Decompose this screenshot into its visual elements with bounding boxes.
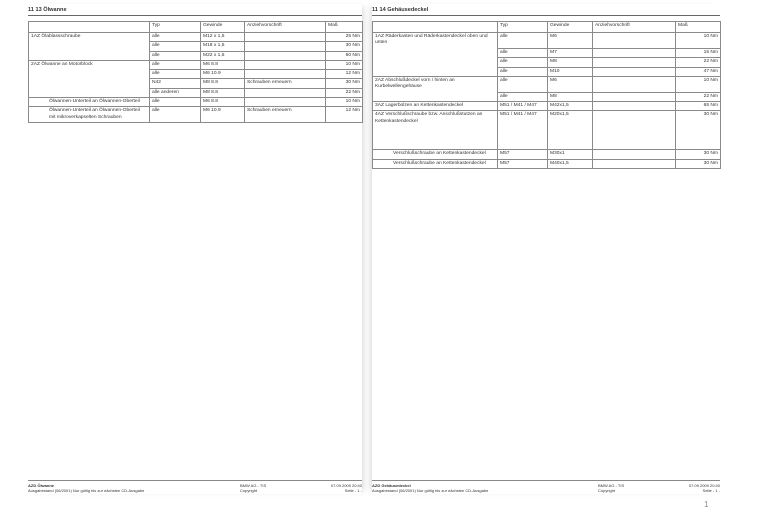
table-cell: M18 x 1,5 — [201, 42, 245, 51]
table-cell — [593, 159, 676, 168]
table-cell — [593, 111, 676, 150]
table-cell: 10 Nm — [326, 60, 363, 69]
table-cell: M10 — [548, 67, 593, 76]
footer-doc-title: AZD Gehäusedeckel — [372, 482, 411, 488]
page-footer — [28, 480, 362, 493]
page-title: 11 14 Gehäusedeckel — [372, 7, 429, 13]
footer-date: 07.09.2009 20:40 — [688, 482, 720, 488]
table-cell: M6 10.9 — [201, 70, 245, 79]
footer-date: 07.09.2009 20:40 — [330, 482, 362, 488]
table-row — [373, 33, 721, 49]
table-cell — [245, 51, 326, 60]
table-cell: alle — [498, 49, 548, 58]
footer-page: Seite - 1 - — [702, 487, 720, 493]
table-cell — [245, 88, 326, 97]
column-header: Gewinde — [548, 22, 593, 33]
table-row — [373, 76, 721, 92]
table-row — [29, 60, 363, 69]
table-cell: N42 — [150, 79, 201, 88]
table-cell — [245, 42, 326, 51]
table-cell: M8 — [548, 92, 593, 101]
table-cell — [245, 70, 326, 79]
table-cell: 2AZ Abschlußdeckel vorn / hinten an Kurbelwellengehäuse — [373, 76, 498, 101]
column-header — [373, 22, 498, 33]
table-cell: 1AZ Ölablassschraube — [29, 33, 150, 61]
table-cell: 22 Nm — [326, 88, 363, 97]
footer-rule — [372, 480, 720, 481]
table-cell: alle — [150, 51, 201, 60]
table-cell: M22 x 1,5 — [201, 51, 245, 60]
table-cell: 30 Nm — [676, 159, 721, 168]
table-cell: Schrauben erneuern — [245, 79, 326, 88]
table-cell: alle — [498, 67, 548, 76]
table-cell: alle — [150, 42, 201, 51]
table-cell — [245, 98, 326, 107]
table-cell: 3AZ Lagerbolzen an Kettenkastendeckel — [373, 102, 498, 111]
table-cell — [593, 67, 676, 76]
title-rule — [372, 15, 720, 16]
footer-issue: Ausgabestand (06/2001) Nur gültig bis zur nächsten CD-Ausgabe — [28, 487, 145, 493]
table-header-row — [29, 22, 363, 33]
table-cell: 4AZ Verschlußschraube bzw. Anschlußstutzen an Kettenkastendeckel — [373, 111, 498, 150]
page-number: 1 — [704, 500, 709, 509]
table-cell: 25 Nm — [326, 33, 363, 42]
table-cell: 2AZ Ölwanne an Motorblock — [29, 60, 150, 97]
page-title: 11 13 Ölwanne — [28, 7, 67, 13]
table-cell — [593, 92, 676, 101]
table-cell: 12 Nm — [326, 70, 363, 79]
table-cell: Verschlußschraube an Kettenkastendeckel — [373, 150, 498, 159]
table-cell: M8 8.8 — [201, 79, 245, 88]
table-cell: 30 Nm — [676, 111, 721, 150]
table-cell: alle — [150, 70, 201, 79]
table-cell: M7 — [548, 49, 593, 58]
table-cell: M20x1,5 — [548, 111, 593, 150]
footer-rule — [28, 480, 362, 481]
footer-org: BMW AG - TIS — [240, 482, 267, 488]
footer-page: Seite - 1 - — [344, 487, 362, 493]
table-cell: alle — [498, 76, 548, 92]
table-cell: 22 Nm — [676, 92, 721, 101]
table-cell: M6 10.9 — [201, 107, 245, 123]
table-cell: M8 — [548, 58, 593, 67]
table-cell: alle — [150, 107, 201, 123]
footer-org: BMW AG - TIS — [598, 482, 625, 488]
torque-table-oelwanne — [28, 21, 363, 123]
table-cell — [593, 49, 676, 58]
table-cell: M51 / M41 / M47 — [498, 111, 548, 150]
table-cell: alle anderen — [150, 88, 201, 97]
table-cell: 65 Nm — [676, 102, 721, 111]
table-cell: M57 — [498, 150, 548, 159]
table-cell — [593, 76, 676, 92]
table-row — [29, 33, 363, 42]
table-cell: 47 Nm — [676, 67, 721, 76]
table-cell — [593, 150, 676, 159]
footer-issue: Ausgabestand (06/2001) Nur gültig bis zur nächsten CD-Ausgabe — [372, 487, 489, 493]
table-cell — [593, 33, 676, 49]
column-header — [29, 22, 150, 33]
table-cell: alle — [150, 60, 201, 69]
table-row — [29, 98, 363, 107]
table-cell: 15 Nm — [676, 49, 721, 58]
table-cell: M40x1,5 — [548, 159, 593, 168]
table-cell: 22 Nm — [676, 58, 721, 67]
column-header: Maß — [326, 22, 363, 33]
table-row — [373, 159, 721, 168]
table-cell: alle — [498, 58, 548, 67]
footer-copyright: Copyright — [240, 487, 258, 493]
table-cell: 30 Nm — [326, 79, 363, 88]
table-cell: Schrauben erneuern — [245, 107, 326, 123]
column-header: Typ — [150, 22, 201, 33]
torque-table-gehaeusedeckel — [372, 21, 721, 169]
table-cell: 12 Nm — [326, 107, 363, 123]
table-cell: M6 — [548, 76, 593, 92]
table-row — [373, 102, 721, 111]
footer-doc-title: AZD Ölwanne — [28, 482, 55, 488]
table-cell: M6 8.8 — [201, 60, 245, 69]
table-cell: M42x1,5 — [548, 102, 593, 111]
table-cell: 10 Nm — [676, 33, 721, 49]
column-header: Anziehvorschrift — [245, 22, 326, 33]
table-cell: M8 8.8 — [201, 88, 245, 97]
table-cell: Ölwannen-Unterteil an Ölwannen-Oberteil mit mikroverkapselten Schrauben — [29, 107, 150, 123]
table-cell: alle — [150, 33, 201, 42]
right-page — [372, 4, 720, 494]
table-cell — [593, 58, 676, 67]
column-header: Gewinde — [201, 22, 245, 33]
table-cell: Ölwannen-Unterteil an Ölwannen-Oberteil — [29, 98, 150, 107]
table-cell: M6 — [548, 33, 593, 49]
footer-copyright: Copyright — [598, 487, 616, 493]
page-footer — [372, 480, 720, 493]
title-rule — [28, 15, 362, 16]
column-header: Anziehvorschrift — [593, 22, 676, 33]
table-cell — [245, 33, 326, 42]
table-cell: 30 Nm — [326, 42, 363, 51]
table-cell: Verschlußschraube an Kettenkastendeckel — [373, 159, 498, 168]
table-cell: M57 — [498, 159, 548, 168]
table-cell: alle — [150, 98, 201, 107]
table-row — [373, 150, 721, 159]
column-header: Typ — [498, 22, 548, 33]
table-header-row — [373, 22, 721, 33]
table-cell: M12 x 1,5 — [201, 33, 245, 42]
table-cell: M51 / M41 / M47 — [498, 102, 548, 111]
left-page — [28, 4, 362, 494]
table-row — [373, 111, 721, 150]
table-cell: M6 8.8 — [201, 98, 245, 107]
table-cell: M30x1 — [548, 150, 593, 159]
table-cell: 10 Nm — [326, 98, 363, 107]
table-cell: 30 Nm — [676, 150, 721, 159]
table-cell — [593, 102, 676, 111]
table-row — [29, 107, 363, 123]
column-header: Maß — [676, 22, 721, 33]
table-cell — [245, 60, 326, 69]
table-cell: alle — [498, 33, 548, 49]
table-cell: 10 Nm — [676, 76, 721, 92]
table-cell: 60 Nm — [326, 51, 363, 60]
table-cell: alle — [498, 92, 548, 101]
table-cell: 1AZ Räderkasten und Räderkastendeckel oben und unten — [373, 33, 498, 77]
